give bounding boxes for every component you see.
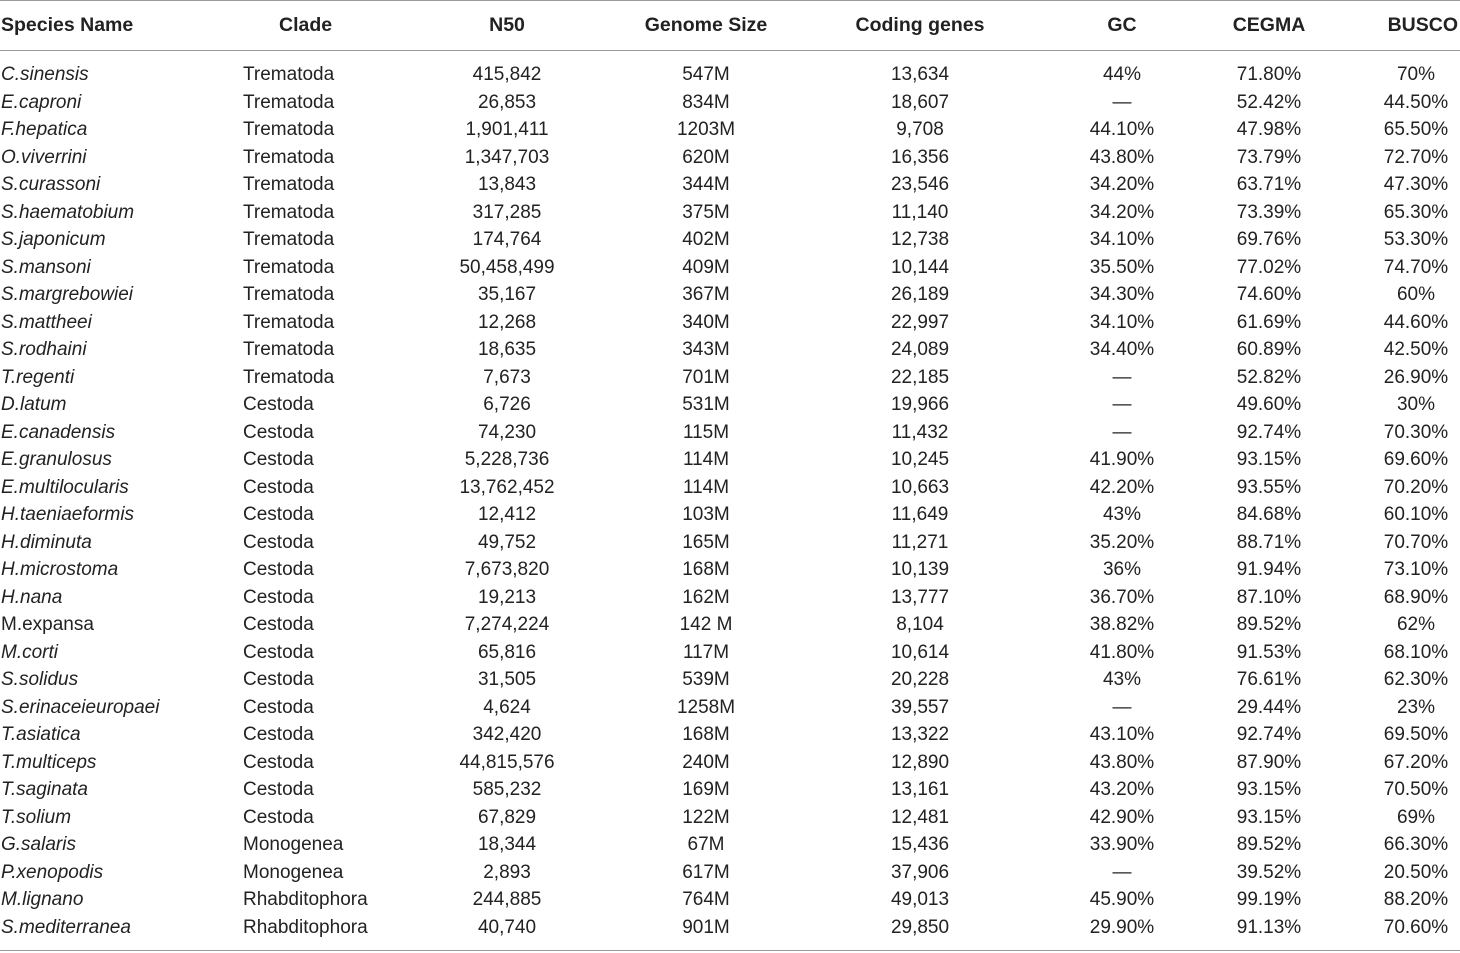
cell-gc: —	[1112, 91, 1132, 113]
cell-coding-genes: 16,356	[890, 146, 950, 168]
cell-coding-genes: 37,906	[890, 861, 950, 883]
cell-gc: 36%	[1102, 559, 1142, 580]
cell-coding-genes: 10,663	[890, 476, 950, 498]
cell-coding-genes: 22,185	[890, 366, 950, 388]
cell-n50: 74,230	[477, 421, 537, 443]
cell-genome-size: 168M	[682, 559, 730, 580]
cell-busco: 47.30%	[1383, 174, 1449, 195]
cell-genome-size: 115M	[682, 421, 730, 443]
cell-gc: 34.20%	[1089, 174, 1155, 195]
cell-n50: 67,829	[477, 806, 537, 828]
cell-clade: Trematoda	[243, 119, 335, 140]
cell-coding-genes: 11,271	[891, 531, 949, 553]
table-row	[0, 254, 1460, 282]
table-row	[0, 501, 1460, 529]
column-header-clade: Clade	[232, 1, 382, 51]
cell-n50: 1,347,703	[464, 146, 550, 168]
cell-species-name: S.mansoni	[1, 256, 91, 278]
cell-busco: 62.30%	[1383, 669, 1449, 690]
cell-clade: Cestoda	[243, 751, 314, 773]
cell-busco: 70.50%	[1383, 779, 1449, 800]
cell-n50: 7,673,820	[464, 559, 550, 580]
cell-genome-size: 343M	[682, 339, 730, 360]
cell-busco: 53.30%	[1383, 229, 1449, 250]
cell-genome-size: 531M	[682, 394, 730, 415]
cell-coding-genes: 20,228	[890, 669, 950, 690]
cell-n50: 26,853	[477, 91, 537, 113]
cell-gc: 29.90%	[1060, 914, 1184, 951]
table-body	[0, 51, 1460, 951]
cell-clade: Monogenea	[243, 834, 344, 855]
cell-cegma: 29.44%	[1236, 696, 1302, 718]
cell-coding-genes: 13,777	[890, 586, 950, 608]
cell-n50: 317,285	[472, 201, 542, 223]
cell-cegma: 73.39%	[1236, 201, 1302, 223]
table-row	[0, 721, 1460, 749]
cell-species-name: T.regenti	[1, 366, 75, 388]
cell-busco: 72.70%	[1383, 146, 1449, 168]
cell-gc: 36.70%	[1089, 586, 1155, 608]
cell-gc: 43.80%	[1089, 751, 1155, 773]
cell-gc: 41.90%	[1089, 449, 1155, 470]
cell-genome-size: 1203M	[676, 119, 736, 140]
cell-busco: 69.50%	[1383, 724, 1449, 745]
cell-coding-genes: 26,189	[890, 284, 950, 305]
cell-gc: 43.80%	[1089, 146, 1155, 168]
cell-gc: 45.90%	[1089, 889, 1155, 910]
cell-genome-size: 114M	[682, 476, 730, 498]
cell-gc: 34.20%	[1089, 201, 1155, 223]
table-row	[0, 639, 1460, 667]
cell-gc: 34.10%	[1089, 311, 1155, 333]
cell-gc: 35.50%	[1089, 256, 1155, 278]
cell-n50: 50,458,499	[459, 256, 555, 278]
cell-clade: Cestoda	[243, 806, 314, 828]
cell-species-name: H.taeniaeformis	[1, 504, 135, 525]
cell-species-name: T.saginata	[1, 779, 88, 800]
cell-gc: 43.20%	[1089, 779, 1155, 800]
column-header-gc: GC	[1060, 1, 1184, 51]
cell-cegma: 52.82%	[1236, 366, 1302, 388]
cell-cegma: 60.89%	[1236, 339, 1302, 360]
cell-busco: 44.60%	[1383, 311, 1449, 333]
table-row	[0, 776, 1460, 804]
cell-genome-size: 340M	[682, 311, 730, 333]
cell-species-name: T.asiatica	[1, 724, 81, 745]
cell-clade: Cestoda	[243, 641, 314, 663]
cell-species-name: T.solium	[1, 806, 72, 828]
cell-gc: 34.30%	[1089, 284, 1155, 305]
cell-cegma: 74.60%	[1236, 284, 1302, 305]
cell-species-name: S.japonicum	[1, 229, 106, 250]
cell-n50: 18,344	[477, 834, 537, 855]
cell-coding-genes: 8,104	[896, 614, 944, 635]
cell-cegma: 91.94%	[1236, 559, 1302, 580]
cell-cegma: 88.71%	[1236, 531, 1302, 553]
cell-species-name: M.lignano	[1, 889, 84, 910]
cell-species-name: S.erinaceieuropaei	[1, 696, 160, 718]
cell-cegma: 77.02%	[1236, 256, 1302, 278]
cell-genome-size: 344M	[682, 174, 730, 195]
table-row	[0, 859, 1460, 887]
cell-clade: Trematoda	[243, 366, 335, 388]
cell-species-name: H.nana	[1, 586, 63, 608]
table-row	[0, 804, 1460, 832]
cell-n50: 13,843	[477, 174, 537, 195]
cell-n50: 415,842	[472, 64, 542, 85]
cell-cegma: 99.19%	[1236, 889, 1302, 910]
cell-n50: 585,232	[472, 779, 542, 800]
cell-species-name: S.haematobium	[1, 201, 135, 223]
cell-clade: Cestoda	[243, 531, 314, 553]
cell-clade: Trematoda	[243, 229, 335, 250]
cell-coding-genes: 11,432	[891, 421, 949, 443]
cell-clade: Cestoda	[243, 559, 314, 580]
cell-coding-genes: 12,481	[890, 806, 950, 828]
cell-n50: 35,167	[477, 284, 537, 305]
cell-n50: 12,268	[477, 311, 537, 333]
cell-n50: 12,412	[477, 504, 537, 525]
cell-clade: Trematoda	[243, 201, 335, 223]
table-row	[0, 831, 1460, 859]
table-row	[0, 749, 1460, 777]
header-row	[0, 1, 1460, 51]
cell-genome-size: 1258M	[676, 696, 736, 718]
table-row	[0, 446, 1460, 474]
cell-cegma: 89.52%	[1236, 614, 1302, 635]
cell-genome-size: 901M	[632, 914, 780, 951]
cell-coding-genes: 12,738	[890, 229, 950, 250]
table-row	[0, 584, 1460, 612]
cell-busco: 62%	[1396, 614, 1436, 635]
table-row	[0, 51, 1460, 89]
cell-cegma: 87.10%	[1236, 586, 1302, 608]
table-row	[0, 886, 1460, 914]
cell-gc: 44%	[1102, 64, 1142, 85]
table-row	[0, 226, 1460, 254]
cell-gc: 44.10%	[1089, 119, 1155, 140]
cell-species-name: E.canadensis	[1, 421, 116, 443]
cell-cegma: 63.71%	[1236, 174, 1302, 195]
cell-gc: 38.82%	[1089, 614, 1155, 635]
table-row	[0, 199, 1460, 227]
cell-species-name: D.latum	[1, 394, 67, 415]
cell-busco: 70.30%	[1383, 421, 1449, 443]
cell-coding-genes: 15,436	[890, 834, 950, 855]
column-header-species-name: Species Name	[0, 1, 232, 51]
cell-busco: 60%	[1396, 284, 1436, 305]
cell-busco: 73.10%	[1383, 559, 1449, 580]
cell-clade: Cestoda	[243, 614, 314, 635]
cell-n50: 5,228,736	[464, 449, 550, 470]
cell-cegma: 87.90%	[1236, 751, 1302, 773]
cell-n50: 342,420	[472, 724, 542, 745]
cell-clade: Trematoda	[243, 256, 335, 278]
table-row	[0, 914, 1460, 951]
cell-clade: Cestoda	[243, 586, 314, 608]
cell-busco: 69.60%	[1383, 449, 1449, 470]
cell-genome-size: 103M	[682, 504, 730, 525]
cell-species-name: M.expansa	[1, 614, 94, 635]
cell-clade: Rhabditophora	[243, 889, 368, 910]
cell-clade: Cestoda	[243, 449, 314, 470]
cell-coding-genes: 13,161	[890, 779, 950, 800]
cell-species-name: G.salaris	[1, 834, 76, 855]
cell-genome-size: 539M	[682, 669, 730, 690]
cell-busco: 68.10%	[1383, 641, 1449, 663]
cell-clade: Trematoda	[243, 311, 335, 333]
cell-genome-size: 67M	[687, 834, 725, 855]
cell-coding-genes: 10,139	[890, 559, 950, 580]
table-row	[0, 666, 1460, 694]
cell-clade: Cestoda	[243, 669, 314, 690]
cell-busco: 70.70%	[1383, 531, 1449, 553]
cell-gc: 43%	[1102, 669, 1142, 690]
cell-species-name: P.xenopodis	[1, 861, 104, 883]
cell-clade: Rhabditophora	[232, 914, 382, 951]
cell-species-name: S.mediterranea	[0, 914, 232, 951]
cell-clade: Cestoda	[243, 476, 314, 498]
column-header-n50: N50	[382, 1, 632, 51]
cell-cegma: 92.74%	[1236, 421, 1302, 443]
cell-gc: 41.80%	[1089, 641, 1155, 663]
cell-species-name: H.microstoma	[1, 559, 119, 580]
cell-species-name: S.solidus	[1, 669, 79, 690]
cell-coding-genes: 11,649	[891, 504, 949, 525]
cell-n50: 244,885	[472, 889, 542, 910]
cell-species-name: M.corti	[1, 641, 58, 663]
cell-gc: 33.90%	[1089, 834, 1155, 855]
table-row	[0, 694, 1460, 722]
column-header-busco: BUSCO	[1354, 1, 1460, 51]
cell-species-name: C.sinensis	[1, 64, 89, 85]
cell-busco: 42.50%	[1383, 339, 1449, 360]
cell-cegma: 93.15%	[1236, 806, 1302, 828]
cell-cegma: 73.79%	[1236, 146, 1302, 168]
table-row	[0, 556, 1460, 584]
cell-gc: —	[1112, 696, 1132, 718]
cell-n50: 4,624	[483, 696, 531, 718]
cell-genome-size: 169M	[682, 779, 730, 800]
cell-gc: 43.10%	[1089, 724, 1155, 745]
cell-species-name: E.caproni	[1, 91, 82, 113]
cell-n50: 31,505	[477, 669, 537, 690]
cell-cegma: 61.69%	[1236, 311, 1302, 333]
cell-cegma: 93.15%	[1236, 449, 1302, 470]
cell-species-name: E.granulosus	[1, 449, 112, 470]
cell-busco: 70.20%	[1383, 476, 1449, 498]
cell-species-name: S.curassoni	[1, 174, 101, 195]
cell-n50: 44,815,576	[459, 751, 555, 773]
cell-n50: 6,726	[483, 394, 531, 415]
cell-coding-genes: 12,890	[890, 751, 950, 773]
cell-coding-genes: 13,322	[890, 724, 950, 745]
cell-genome-size: 834M	[682, 91, 730, 113]
cell-n50: 19,213	[477, 586, 537, 608]
cell-genome-size: 117M	[682, 641, 730, 663]
cell-n50: 18,635	[477, 339, 537, 360]
cell-genome-size: 620M	[682, 146, 730, 168]
cell-n50: 13,762,452	[459, 476, 555, 498]
cell-gc: —	[1112, 394, 1132, 415]
table-row	[0, 611, 1460, 639]
cell-clade: Cestoda	[243, 504, 314, 525]
cell-busco: 70%	[1396, 64, 1436, 85]
cell-clade: Trematoda	[243, 174, 335, 195]
cell-busco: 69%	[1396, 806, 1436, 828]
cell-species-name: T.multiceps	[1, 751, 97, 773]
cell-coding-genes: 23,546	[890, 174, 950, 195]
table-row	[0, 89, 1460, 117]
cell-cegma: 93.15%	[1236, 779, 1302, 800]
cell-cegma: 76.61%	[1236, 669, 1302, 690]
cell-n50: 7,673	[483, 366, 531, 388]
cell-coding-genes: 18,607	[890, 91, 950, 113]
table-row	[0, 529, 1460, 557]
cell-genome-size: 547M	[682, 64, 730, 85]
cell-coding-genes: 29,850	[780, 914, 1060, 951]
cell-coding-genes: 10,614	[890, 641, 950, 663]
cell-cegma: 71.80%	[1236, 64, 1302, 85]
table-row	[0, 171, 1460, 199]
cell-genome-size: 764M	[682, 889, 730, 910]
cell-clade: Trematoda	[243, 339, 335, 360]
cell-cegma: 84.68%	[1236, 504, 1302, 525]
cell-species-name: F.hepatica	[1, 119, 88, 140]
cell-n50: 2,893	[483, 861, 531, 883]
cell-species-name: S.margrebowiei	[1, 284, 133, 305]
cell-gc: 43%	[1102, 504, 1142, 525]
cell-coding-genes: 10,245	[890, 449, 950, 470]
cell-cegma: 52.42%	[1236, 91, 1302, 113]
column-header-genome-size: Genome Size	[632, 1, 780, 51]
cell-busco: 20.50%	[1383, 861, 1449, 883]
cell-gc: 42.90%	[1089, 806, 1155, 828]
cell-genome-size: 409M	[682, 256, 730, 278]
cell-species-name: H.diminuta	[1, 531, 92, 553]
table-header	[0, 1, 1460, 51]
cell-gc: 34.10%	[1089, 229, 1155, 250]
table-row	[0, 144, 1460, 172]
cell-coding-genes: 24,089	[890, 339, 950, 360]
cell-busco: 70.60%	[1354, 914, 1460, 951]
column-header-cegma: CEGMA	[1184, 1, 1354, 51]
cell-genome-size: 165M	[682, 531, 730, 553]
cell-cegma: 47.98%	[1236, 119, 1302, 140]
cell-species-name: S.mattheei	[1, 311, 92, 333]
cell-busco: 67.20%	[1383, 751, 1449, 773]
cell-clade: Trematoda	[243, 64, 335, 85]
cell-busco: 23%	[1396, 696, 1436, 718]
cell-n50: 174,764	[472, 229, 542, 250]
cell-gc: 34.40%	[1089, 339, 1155, 360]
table-row	[0, 474, 1460, 502]
cell-genome-size: 367M	[682, 284, 730, 305]
cell-busco: 74.70%	[1383, 256, 1449, 278]
cell-coding-genes: 22,997	[890, 311, 950, 333]
cell-busco: 30%	[1396, 394, 1436, 415]
table-row	[0, 336, 1460, 364]
cell-cegma: 92.74%	[1236, 724, 1302, 745]
cell-n50: 1,901,411	[465, 119, 549, 140]
table-row	[0, 419, 1460, 447]
table-row	[0, 309, 1460, 337]
cell-cegma: 91.53%	[1236, 641, 1302, 663]
cell-n50: 7,274,224	[464, 614, 550, 635]
cell-clade: Trematoda	[243, 146, 335, 168]
cell-cegma: 89.52%	[1236, 834, 1302, 855]
cell-clade: Cestoda	[243, 421, 314, 443]
cell-clade: Trematoda	[243, 284, 335, 305]
table-row	[0, 364, 1460, 392]
cell-coding-genes: 49,013	[890, 889, 950, 910]
cell-genome-size: 114M	[682, 449, 730, 470]
cell-clade: Monogenea	[243, 861, 344, 883]
cell-busco: 60.10%	[1383, 504, 1449, 525]
cell-coding-genes: 39,557	[890, 696, 950, 718]
cell-clade: Cestoda	[243, 724, 314, 745]
cell-genome-size: 168M	[682, 724, 730, 745]
cell-coding-genes: 19,966	[890, 394, 950, 415]
cell-gc: —	[1112, 366, 1132, 388]
cell-species-name: O.viverrini	[1, 146, 87, 168]
cell-busco: 88.20%	[1383, 889, 1449, 910]
cell-coding-genes: 13,634	[890, 64, 950, 85]
cell-busco: 68.90%	[1383, 586, 1449, 608]
cell-species-name: S.rodhaini	[1, 339, 87, 360]
cell-n50: 65,816	[477, 641, 537, 663]
cell-gc: 35.20%	[1089, 531, 1155, 553]
cell-gc: —	[1112, 861, 1132, 883]
cell-clade: Cestoda	[243, 779, 314, 800]
cell-genome-size: 122M	[682, 806, 730, 828]
cell-clade: Trematoda	[243, 91, 335, 113]
column-header-coding-genes: Coding genes	[780, 1, 1060, 51]
cell-clade: Cestoda	[243, 394, 314, 415]
cell-genome-size: 240M	[682, 751, 730, 773]
cell-busco: 65.30%	[1383, 201, 1449, 223]
cell-clade: Cestoda	[243, 696, 314, 718]
cell-n50: 40,740	[382, 914, 632, 951]
table-row	[0, 391, 1460, 419]
cell-busco: 65.50%	[1383, 119, 1449, 140]
cell-coding-genes: 11,140	[891, 201, 949, 223]
cell-coding-genes: 9,708	[896, 119, 944, 140]
cell-genome-size: 701M	[682, 366, 730, 388]
cell-genome-size: 375M	[682, 201, 730, 223]
table-row	[0, 116, 1460, 144]
cell-cegma: 49.60%	[1236, 394, 1302, 415]
cell-cegma: 93.55%	[1236, 476, 1302, 498]
cell-n50: 49,752	[477, 531, 537, 553]
table-row	[0, 281, 1460, 309]
cell-gc: —	[1112, 421, 1132, 443]
cell-cegma: 39.52%	[1236, 861, 1302, 883]
cell-species-name: E.multilocularis	[1, 476, 129, 498]
cell-genome-size: 617M	[682, 861, 730, 883]
cell-coding-genes: 10,144	[890, 256, 950, 278]
cell-gc: 42.20%	[1089, 476, 1155, 498]
cell-busco: 66.30%	[1383, 834, 1449, 855]
cell-cegma: 69.76%	[1236, 229, 1302, 250]
cell-busco: 44.50%	[1383, 91, 1449, 113]
cell-busco: 26.90%	[1383, 366, 1449, 388]
cell-genome-size: 162M	[682, 586, 730, 608]
cell-genome-size: 142 M	[679, 614, 733, 635]
cell-genome-size: 402M	[682, 229, 730, 250]
cell-cegma: 91.13%	[1184, 914, 1354, 951]
